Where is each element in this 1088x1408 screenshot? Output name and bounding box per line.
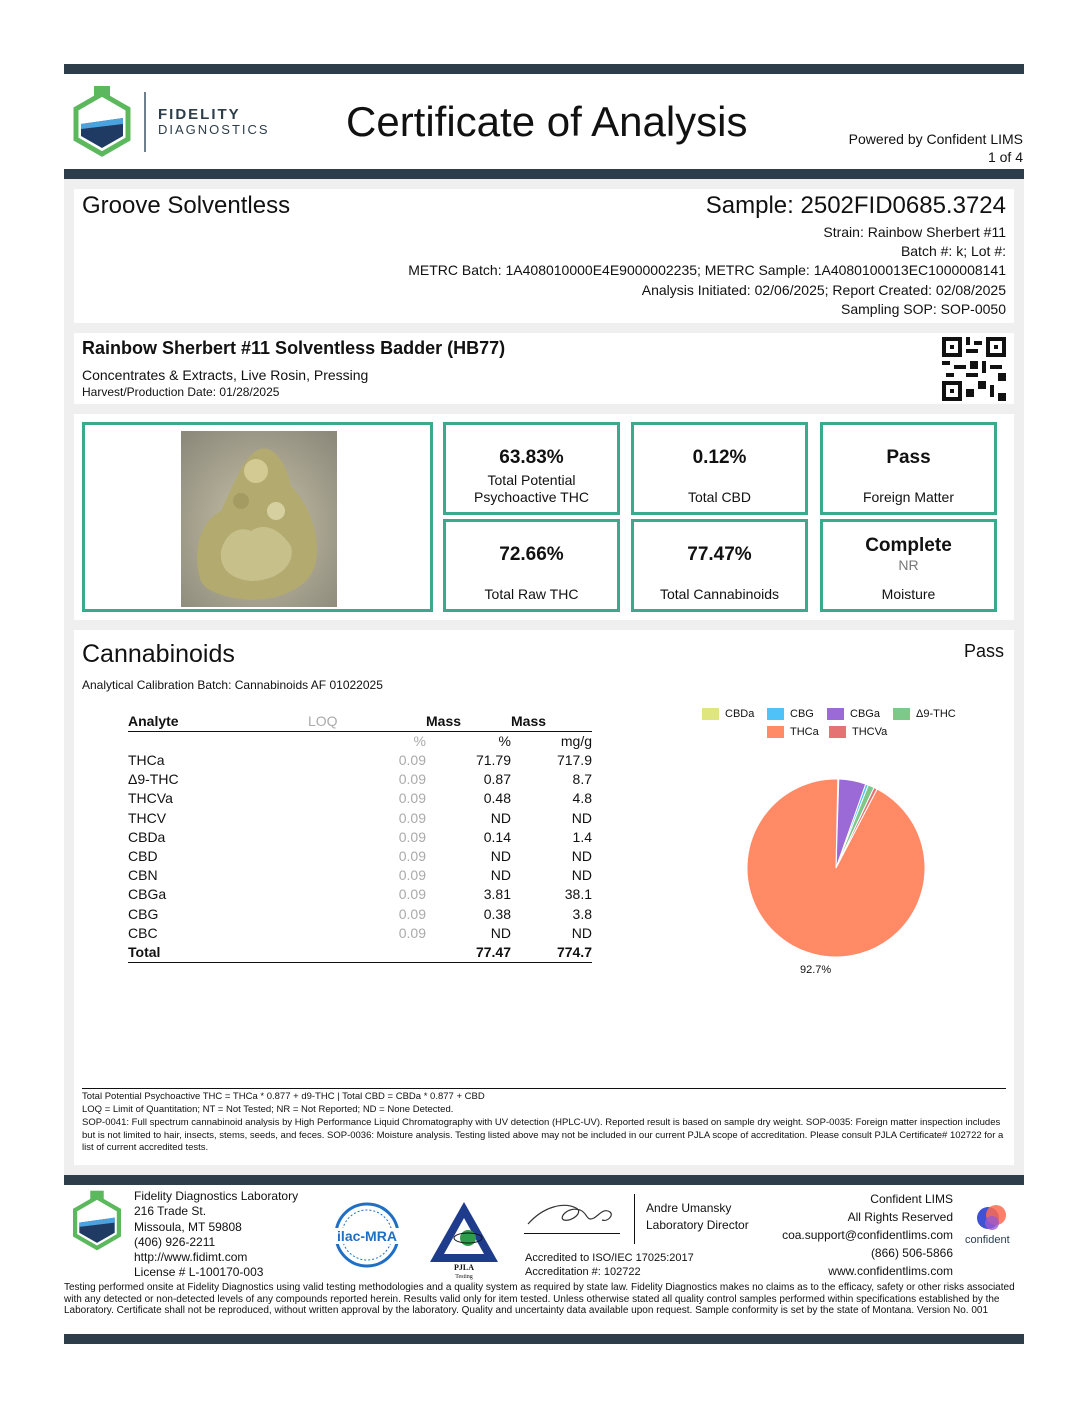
analyte-name: THCVa <box>128 790 173 807</box>
metrc-info: METRC Batch: 1A408010000E4E9000002235; METRC Sample: 1A4080100013EC1000008141 <box>408 262 1006 278</box>
tile-moisture-sub: NR <box>898 557 919 573</box>
legend-label: CBG <box>790 708 814 720</box>
total-label: Total <box>128 943 308 963</box>
table-row <box>128 924 592 943</box>
pjla-testing-text: Testing <box>455 1274 473 1280</box>
director-title: Laboratory Director <box>646 1218 749 1232</box>
lab-website[interactable]: http://www.fidimt.com <box>134 1250 248 1265</box>
footer-flask-logo-icon <box>70 1189 124 1253</box>
product-name: Rainbow Sherbert #11 Solventless Badder (HB77) <box>82 338 506 358</box>
tile-total-cannabinoids <box>631 519 808 612</box>
total-row <box>128 943 592 963</box>
pjla-logo <box>426 1198 502 1280</box>
tile-moisture <box>820 519 997 612</box>
legend-label: CBDa <box>725 708 755 720</box>
analyte-mass-mg: 717.9 <box>556 752 592 769</box>
accreditation-standard: Accredited to ISO/IEC 17025:2017 <box>525 1252 694 1264</box>
analyte-mass-pct: 0.87 <box>483 771 511 788</box>
analyte-mass-mg: ND <box>571 848 592 865</box>
note-legend: LOQ = Limit of Quantitation; NT = Not Tested; NR = Not Reported; ND = None Detected. <box>82 1104 454 1115</box>
legend-swatch <box>893 708 910 720</box>
client-name: Groove Solventless <box>82 192 291 219</box>
flask-logo-icon <box>70 84 134 160</box>
analyte-name: CBDa <box>128 828 166 845</box>
confident-website[interactable]: www.confidentlims.com <box>828 1264 953 1278</box>
legend-label: THCVa <box>852 726 888 738</box>
analyte-mass-mg: 4.8 <box>572 790 592 807</box>
ilac-mra-logo <box>326 1202 408 1268</box>
cannabinoids-title: Cannabinoids <box>82 640 235 668</box>
units-row <box>128 732 592 752</box>
analyte-mass-pct: 3.81 <box>483 886 511 903</box>
product-category: Concentrates & Extracts, Live Rosin, Pressing <box>82 367 369 383</box>
pjla-text: PJLA <box>454 1263 474 1272</box>
tile-total-cannabinoids-label: Total Cannabinoids <box>659 586 780 602</box>
tile-foreign-matter-value: Pass <box>886 447 931 468</box>
lab-phone: (406) 926-2211 <box>134 1234 216 1249</box>
tile-total-thc-value: 63.83% <box>499 447 564 468</box>
tile-raw-thc-label: Total Raw THC <box>484 586 579 602</box>
tile-total-thc <box>443 422 620 515</box>
analyte-loq: 0.09 <box>398 905 426 922</box>
confident-contact <box>782 1190 953 1280</box>
table-row <box>128 866 592 885</box>
sample-photo-frame <box>82 422 433 612</box>
table-row <box>128 751 592 770</box>
tile-raw-thc <box>443 519 620 612</box>
analyte-mass-mg: 3.8 <box>572 905 592 922</box>
analyte-loq: 0.09 <box>398 790 426 807</box>
sampling-sop: Sampling SOP: SOP-0050 <box>841 301 1006 317</box>
confident-phone: (866) 506-5866 <box>870 1246 953 1260</box>
pie-data-label: 92.7% <box>800 964 832 976</box>
notes-divider <box>82 1088 1006 1089</box>
analyte-mass-pct: ND <box>490 848 511 865</box>
analyte-name: THCa <box>128 752 165 769</box>
table-row <box>128 770 592 789</box>
total-mass-mg: 774.7 <box>511 943 592 963</box>
total-loq <box>308 943 426 963</box>
unit-mass-pct: % <box>498 733 511 749</box>
page-number: 1 of 4 <box>987 149 1023 165</box>
confident-rights: All Rights Reserved <box>847 1210 953 1224</box>
tile-moisture-label: Moisture <box>881 586 936 602</box>
confident-logo-text: confident <box>965 1234 1010 1246</box>
analyte-name: CBN <box>128 867 158 884</box>
legend-item[interactable] <box>702 708 754 720</box>
legend-swatch <box>767 708 784 720</box>
col-loq: LOQ <box>308 712 426 732</box>
cannabinoids-status: Pass <box>963 641 1004 661</box>
tile-raw-thc-value: 72.66% <box>499 544 564 565</box>
powered-by: Powered by Confident LIMS <box>848 131 1023 147</box>
top-bar <box>64 64 1024 74</box>
analyte-mass-mg: ND <box>571 924 592 941</box>
col-mass-mg: Mass <box>511 712 592 732</box>
tile-foreign-matter <box>820 422 997 515</box>
qr-code-icon[interactable] <box>942 337 1006 401</box>
col-analyte: Analyte <box>128 712 308 732</box>
legend-item[interactable] <box>893 708 956 720</box>
legend-item[interactable] <box>829 726 887 738</box>
cannabinoid-pie-chart <box>740 772 932 964</box>
brand-subtitle: DIAGNOSTICS <box>158 122 270 137</box>
tile-total-cannabinoids-value: 77.47% <box>687 544 752 565</box>
analyte-mass-pct: 71.79 <box>475 752 511 769</box>
legend-swatch <box>827 708 844 720</box>
analyte-mass-pct: ND <box>490 867 511 884</box>
analyte-mass-mg: ND <box>571 809 592 826</box>
client-panel <box>74 189 1014 323</box>
col-mass-pct: Mass <box>426 712 511 732</box>
tile-moisture-value: Complete <box>865 535 952 556</box>
analyte-mass-mg: 8.7 <box>572 771 592 788</box>
lab-name: Fidelity Diagnostics Laboratory <box>134 1189 299 1203</box>
legend-swatch <box>702 708 719 720</box>
analyte-loq: 0.09 <box>398 771 426 788</box>
tile-total-thc-label-1: Total Potential <box>487 472 576 488</box>
lab-city: Missoula, MT 59808 <box>134 1219 242 1234</box>
legend-label: CBGa <box>850 708 880 720</box>
harvest-date: Harvest/Production Date: 01/28/2025 <box>82 385 280 399</box>
analyte-name: CBG <box>128 905 159 922</box>
director-name: Andre Umansky <box>646 1201 732 1215</box>
confident-logo-icon <box>974 1202 1010 1232</box>
analyte-mass-pct: ND <box>490 924 511 941</box>
disclaimer: Testing performed onsite at Fidelity Diagnostics using valid testing methodologies and a quality system as required by state law. Fidelity Diagnostics makes no claims as to the efficacy, safety or other risks associated with any detected or non-detected levels of any compounds reported herein. Results valid only for item tested. Unless otherwise stated all quality control samples performed within specifications established by the Laboratory. Certificate shall not be reproduced, without written approval by the laboratory. Quality and uncertainty data available upon request. Sample conformity is set by the state of Montana. Version No. 001 <box>64 1282 1015 1317</box>
footer-top-bar <box>64 1175 1024 1185</box>
accreditation-number: Accreditation #: 102722 <box>525 1266 641 1278</box>
table-row <box>128 847 592 866</box>
table-row <box>128 905 592 924</box>
analyte-mass-mg: ND <box>571 867 592 884</box>
unit-analyte <box>128 732 308 752</box>
director-signature <box>524 1196 624 1232</box>
calibration-batch: Analytical Calibration Batch: Cannabinoids AF 01022025 <box>82 678 383 692</box>
header-bottom-bar <box>64 169 1024 179</box>
analyte-mass-pct: 0.14 <box>483 828 511 845</box>
legend-swatch <box>767 726 784 738</box>
brand-name: FIDELITY <box>158 106 241 123</box>
tile-total-cbd-label: Total CBD <box>687 489 752 505</box>
analyte-loq: 0.09 <box>398 867 426 884</box>
analyte-mass-pct: 0.38 <box>483 905 511 922</box>
analyte-mass-pct: 0.48 <box>483 790 511 807</box>
legend-label: THCa <box>790 726 819 738</box>
tile-total-cbd <box>631 422 808 515</box>
lab-license: License # L-100170-003 <box>134 1265 264 1280</box>
signature-divider <box>634 1194 635 1244</box>
product-panel <box>74 333 1014 404</box>
tile-foreign-matter-label: Foreign Matter <box>862 489 955 505</box>
page-title: Certificate of Analysis <box>346 98 748 145</box>
tile-total-cbd-value: 0.12% <box>692 447 747 468</box>
legend-item[interactable] <box>767 708 814 720</box>
lab-street: 216 Trade St. <box>134 1204 207 1219</box>
cannabinoids-table <box>128 712 592 963</box>
table-row <box>128 789 592 808</box>
analyte-loq: 0.09 <box>398 828 426 845</box>
confident-name: Confident LIMS <box>870 1192 953 1206</box>
analyte-mass-mg: 38.1 <box>564 886 592 903</box>
analyte-name: CBC <box>128 924 158 941</box>
legend-label: Δ9-THC <box>916 708 956 720</box>
analyte-loq: 0.09 <box>398 886 426 903</box>
analyte-mass-pct: ND <box>490 809 511 826</box>
analyte-loq: 0.09 <box>398 752 426 769</box>
logo-divider <box>144 92 146 152</box>
note-methods: SOP-0041: Full spectrum cannabinoid analysis by High Performance Liquid Chromatography with UV detection (HPLC-UV). Reported result is based on sample dry weight. SOP-0035: Foreign matter inspection includes but is not limited to hair, insects, stems, seeds, and feces. SOP-0036: Moisture analysis. Testing listed above may not be included in our current PJLA scope of accreditation. Please consult PJLA Certificate# 102722 for a list of current accredited tests. <box>82 1117 1004 1153</box>
confident-email[interactable]: coa.support@confidentlims.com <box>782 1228 953 1242</box>
lab-address <box>134 1189 298 1281</box>
analyte-name: THCV <box>128 809 167 826</box>
sample-photo <box>181 431 337 607</box>
batch-lot: Batch #: k; Lot #: <box>900 243 1006 259</box>
legend-item[interactable] <box>827 708 880 720</box>
unit-mass-mg: mg/g <box>560 733 592 749</box>
table-row <box>128 809 592 828</box>
table-row <box>128 885 592 904</box>
pie-slice-thca[interactable] <box>747 779 925 957</box>
strain: Strain: Rainbow Sherbert #11 <box>823 224 1006 240</box>
note-formula: Total Potential Psychoactive THC = THCa * 0.877 + d9-THC | Total CBD = CBDa * 0.877 + CBD <box>82 1091 485 1102</box>
analysis-dates: Analysis Initiated: 02/06/2025; Report Created: 02/08/2025 <box>641 282 1006 298</box>
legend-item[interactable] <box>767 726 819 738</box>
table-row <box>128 828 592 847</box>
analyte-loq: 0.09 <box>398 848 426 865</box>
total-mass-pct: 77.47 <box>426 943 511 963</box>
analyte-loq: 0.09 <box>398 924 426 941</box>
analyte-mass-mg: 1.4 <box>572 828 592 845</box>
analyte-name: CBD <box>128 848 158 865</box>
analyte-name: CBGa <box>128 886 167 903</box>
bottom-bar <box>64 1334 1024 1344</box>
unit-loq: % <box>413 733 426 749</box>
legend-swatch <box>829 726 846 738</box>
sample-id: Sample: 2502FID0685.3724 <box>705 192 1006 219</box>
analyte-loq: 0.09 <box>398 809 426 826</box>
ilac-text: ilac-MRA <box>337 1228 397 1244</box>
tile-total-thc-label-2: Psychoactive THC <box>474 489 589 505</box>
signature-line <box>524 1233 620 1234</box>
analyte-name: Δ9-THC <box>128 771 179 788</box>
